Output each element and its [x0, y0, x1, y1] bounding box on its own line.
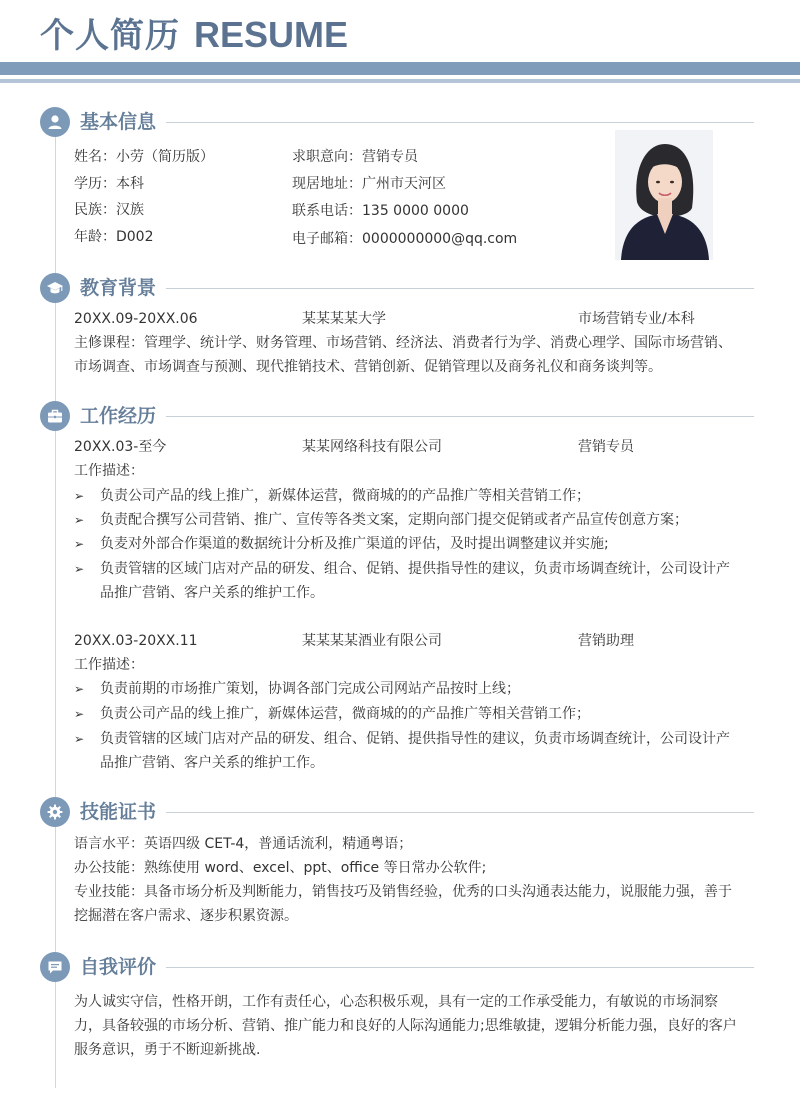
- job-desc-label: 工作描述：: [74, 657, 144, 673]
- resume-title: [40, 12, 348, 60]
- briefcase-icon: [40, 401, 70, 431]
- bullet-arrow-icon: ➢: [74, 707, 85, 721]
- section-title: 基本信息: [80, 111, 157, 133]
- basic-name: 姓名：小劳（简历版）: [74, 149, 214, 165]
- basic-education: 学历：本科: [74, 176, 144, 192]
- bullet-arrow-icon: ➢: [74, 682, 85, 696]
- basic-intention: 求职意向：营销专员: [292, 149, 418, 165]
- job-position: 营销助理: [578, 633, 634, 649]
- job-bullet: 负责前期的市场推广策划，协调各部门完成公司网站产品按时上线；: [100, 681, 520, 697]
- section-title: 自我评价: [80, 956, 157, 978]
- section-skills: [40, 797, 754, 829]
- title-cn: 个人简历: [40, 16, 180, 56]
- user-icon: [40, 107, 70, 137]
- section-divider: [166, 122, 754, 123]
- section-title: 工作经历: [80, 405, 157, 427]
- education-major: 市场营销专业/本科: [578, 311, 695, 327]
- education-period: 20XX.09-20XX.06: [74, 311, 198, 327]
- job-bullet: 负责公司产品的线上推广，新媒体运营，微商城的的产品推广等相关营销工作；: [100, 706, 590, 722]
- section-title: 教育背景: [80, 277, 157, 299]
- header-band: [0, 62, 800, 75]
- self-evaluation-text: 为人诚实守信，性格开朗，工作有责任心，心态积极乐观，具有一定的工作承受能力，有敏说的市场洞察力，具备较强的市场分析、营销、推广能力和良好的人际沟通能力;思维敏捷，逻辑分析能力强，良好的客户服务意识，勇于不断迎新挑战.: [74, 994, 737, 1058]
- job-bullet: 负责管辖的区域门店对产品的研发、组合、促销、提供指导性的建议，负责市场调查统计，公司设计产品推广营销、客户关系的维护工作。: [100, 731, 730, 771]
- title-en: RESUME: [194, 14, 349, 55]
- section-divider: [166, 967, 754, 968]
- section-divider: [166, 812, 754, 813]
- job-period: 20XX.03-至今: [74, 439, 167, 455]
- bullet-arrow-icon: ➢: [74, 562, 85, 576]
- job-bullet: 负责管辖的区域门店对产品的研发、组合、促销、提供指导性的建议，负责市场调查统计，公司设计产品推广营销、客户关系的维护工作。: [100, 561, 730, 601]
- skill-professional: 专业技能：具备市场分析及判断能力，销售技巧及销售经验，优秀的口头沟通表达能力，说服能力强，善于挖掘潜在客户需求、逐步积累资源。: [74, 884, 732, 924]
- job-bullet: 负责配合撰写公司营销、推广、宣传等各类文案，定期向部门提交促销或者产品宣传创意方案；: [100, 512, 688, 528]
- section-education: [40, 273, 754, 305]
- basic-age: 年龄：D002: [74, 229, 154, 245]
- job-company: 某某某某酒业有限公司: [302, 633, 442, 649]
- bullet-arrow-icon: ➢: [74, 513, 85, 527]
- graduation-cap-icon: [40, 273, 70, 303]
- basic-address: 现居地址：广州市天河区: [292, 176, 446, 192]
- education-courses: 主修课程：管理学、统计学、财务管理、市场营销、经济法、消费者行为学、消费心理学、国际市场营销、市场调查、市场调查与预测、现代推销技术、营销创新、促销管理以及商务礼仪和商务谈判等。: [74, 335, 732, 375]
- section-work: [40, 401, 754, 433]
- profile-photo: [615, 130, 713, 260]
- section-title: 技能证书: [80, 801, 157, 823]
- job-company: 某某网络科技有限公司: [302, 439, 442, 455]
- job-bullet: 负责公司产品的线上推广，新媒体运营，微商城的的产品推广等相关营销工作；: [100, 488, 590, 504]
- gear-icon: [40, 797, 70, 827]
- job-bullet: 负麦对外部合作渠道的数据统计分析及推广渠道的评估，及时提出调整建议并实施;: [100, 536, 609, 552]
- skill-office: 办公技能：熟练使用 word、excel、ppt、office 等日常办公软件;: [74, 860, 487, 876]
- header-band-thin: [0, 79, 800, 83]
- bullet-arrow-icon: ➢: [74, 537, 85, 551]
- bullet-arrow-icon: ➢: [74, 732, 85, 746]
- job-position: 营销专员: [578, 439, 634, 455]
- job-desc-label: 工作描述：: [74, 463, 144, 479]
- basic-phone: 联系电话：135 0000 0000: [292, 203, 469, 219]
- timeline-line: [55, 110, 56, 1088]
- section-divider: [166, 416, 754, 417]
- chat-icon: [40, 952, 70, 982]
- education-school: 某某某某大学: [302, 311, 386, 327]
- section-self-evaluation: [40, 952, 754, 984]
- basic-email: 电子邮箱：0000000000@qq.com: [292, 231, 518, 247]
- skill-language: 语言水平：英语四级 CET-4，普通话流利，精通粤语；: [74, 836, 413, 852]
- section-divider: [166, 288, 754, 289]
- bullet-arrow-icon: ➢: [74, 489, 85, 503]
- basic-ethnicity: 民族：汉族: [74, 202, 144, 218]
- job-period: 20XX.03-20XX.11: [74, 633, 198, 649]
